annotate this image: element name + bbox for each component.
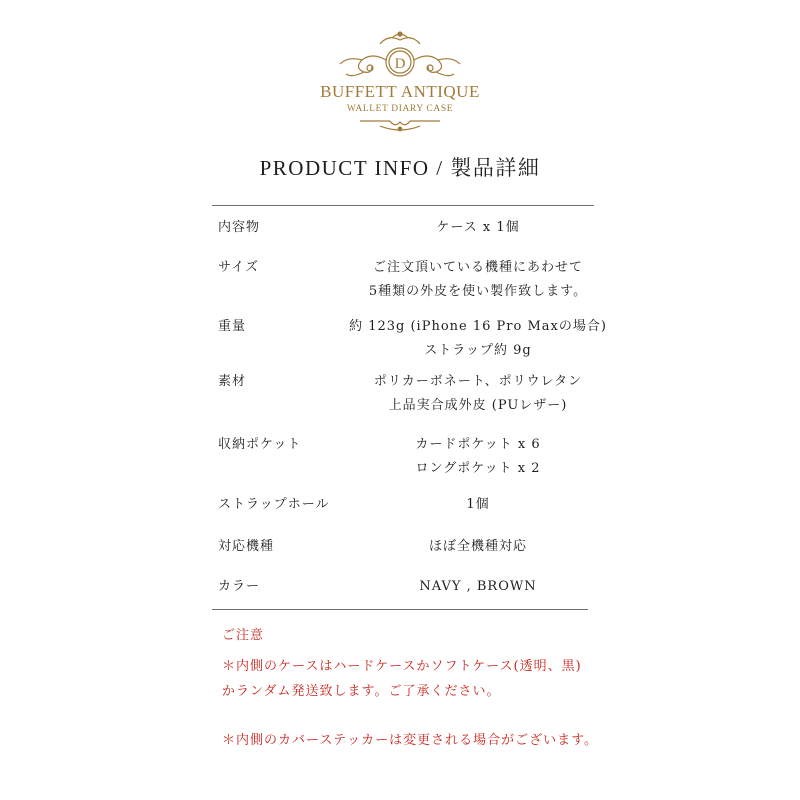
note-line: かランダム発送致します。ご了承ください。 bbox=[222, 684, 501, 699]
note-line: ＊内側のケースはハードケースかソフトケース(透明、黒) bbox=[222, 659, 582, 674]
spec-value-line: NAVY , BROWN bbox=[419, 579, 537, 594]
spec-value-line: ケース x 1個 bbox=[436, 220, 520, 235]
spec-label: カラー bbox=[218, 579, 261, 594]
spec-value bbox=[328, 370, 628, 418]
svg-text:D: D bbox=[394, 56, 406, 72]
spec-value bbox=[328, 216, 628, 240]
brand-logo bbox=[300, 30, 500, 135]
brand-name: BUFFETT ANTIQUE bbox=[320, 82, 480, 101]
spec-value-line: 1個 bbox=[466, 497, 490, 512]
spec-value bbox=[328, 433, 628, 481]
note-line: ＊内側のカバーステッカーは変更される場合がございます。 bbox=[222, 733, 599, 748]
divider-top bbox=[212, 205, 594, 206]
divider-bottom bbox=[212, 609, 588, 610]
spec-label: 素材 bbox=[218, 374, 247, 389]
spec-label: 内容物 bbox=[218, 220, 261, 235]
spec-value-line: ご注文頂いている機種にあわせて bbox=[372, 260, 583, 275]
spec-value-line: ロングポケット x 2 bbox=[415, 461, 541, 476]
spec-value-line: カードポケット x 6 bbox=[415, 437, 541, 452]
spec-label: ストラップホール bbox=[218, 497, 330, 512]
page-title: PRODUCT INFO / 製品詳細 bbox=[259, 156, 541, 180]
spec-value bbox=[328, 575, 628, 599]
spec-value-line: 5種類の外皮を使い製作致します。 bbox=[368, 284, 588, 299]
spec-value bbox=[328, 493, 628, 517]
spec-value bbox=[328, 256, 628, 304]
spec-value-line: 上品実合成外皮 (PUレザー) bbox=[388, 398, 568, 413]
spec-value bbox=[328, 315, 628, 363]
spec-value-line: ほぼ全機種対応 bbox=[428, 539, 527, 554]
spec-label: 対応機種 bbox=[218, 539, 275, 554]
spec-value-line: 約 123g (iPhone 16 Pro Maxの場合) bbox=[349, 319, 607, 334]
spec-value-line: ポリカーボネート、ポリウレタン bbox=[373, 374, 583, 389]
spec-label: 重量 bbox=[218, 319, 247, 334]
notes-heading: ご注意 bbox=[222, 628, 265, 643]
spec-label: 収納ポケット bbox=[218, 437, 302, 452]
spec-value bbox=[328, 535, 628, 559]
brand-subtitle: WALLET DIARY CASE bbox=[346, 104, 454, 114]
spec-label: サイズ bbox=[218, 260, 259, 275]
spec-value-line: ストラップ約 9g bbox=[424, 343, 532, 358]
